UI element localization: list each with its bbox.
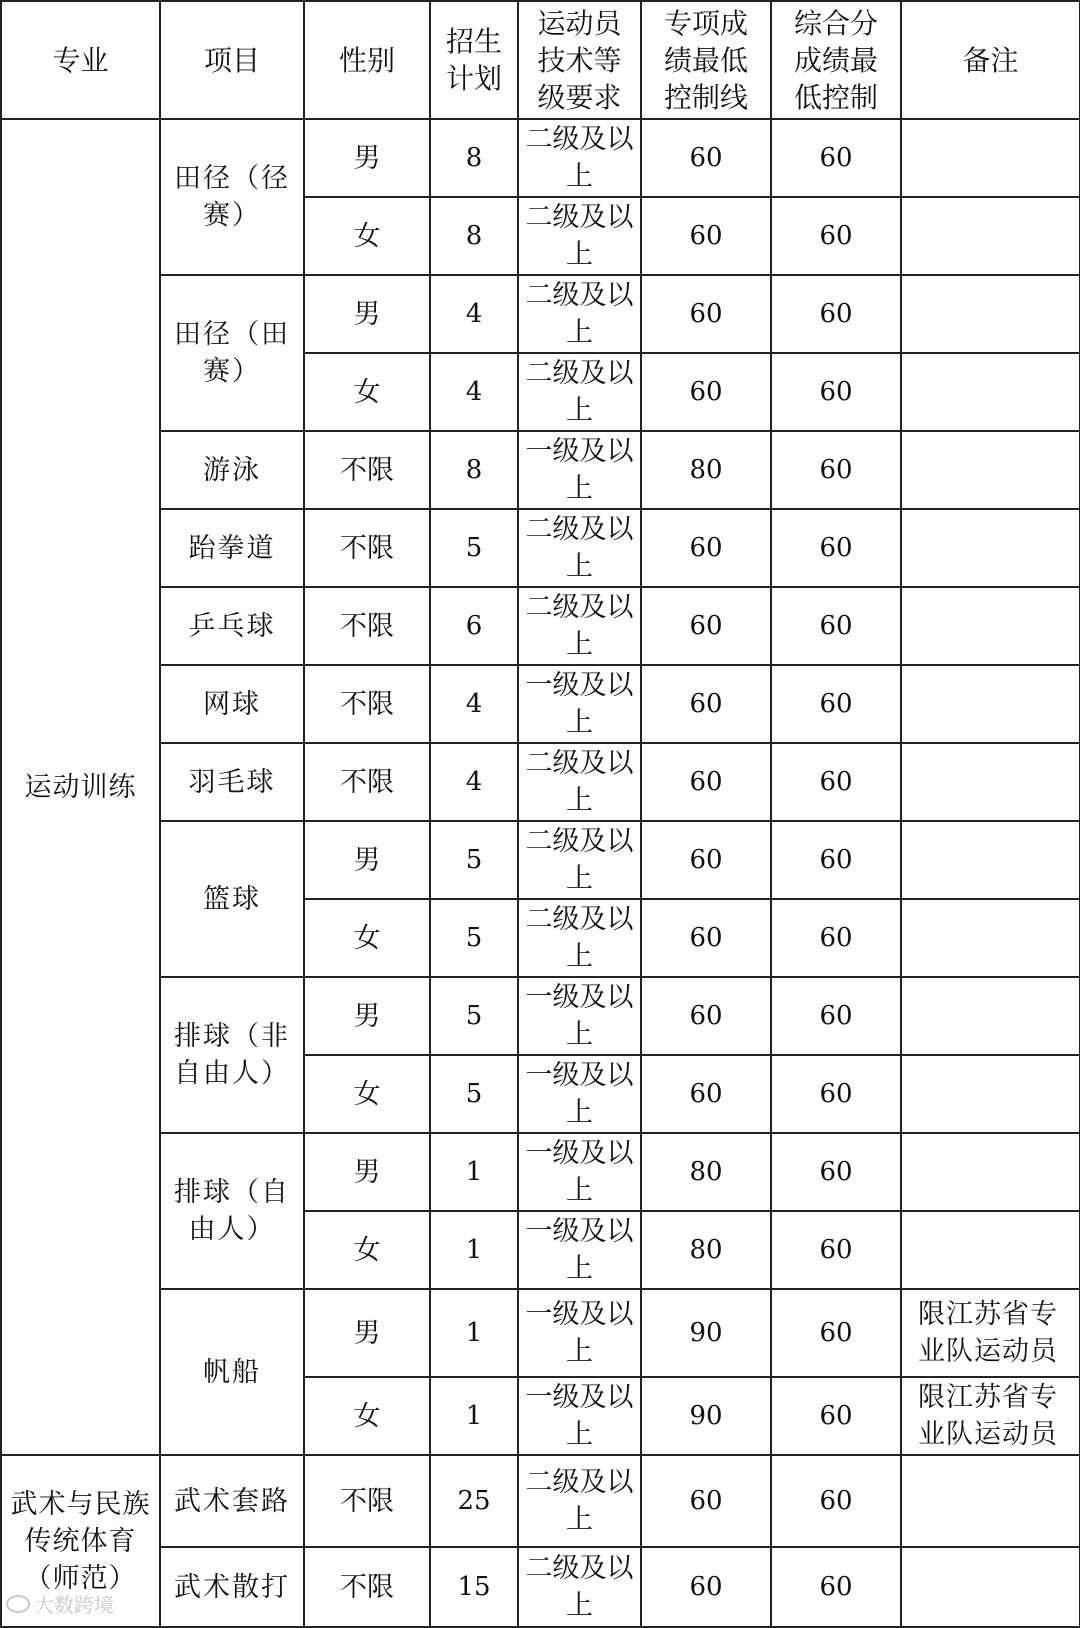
note-cell bbox=[901, 353, 1080, 431]
note-cell bbox=[901, 1133, 1080, 1211]
plan-cell: 1 bbox=[430, 1133, 518, 1211]
plan-cell: 4 bbox=[430, 743, 518, 821]
level-cell: 一级及以上 bbox=[518, 1289, 641, 1377]
level-cell: 二级及以上 bbox=[518, 1547, 641, 1627]
gender-cell: 男 bbox=[304, 977, 430, 1055]
gender-cell: 不限 bbox=[304, 743, 430, 821]
project-cell: 羽毛球 bbox=[160, 743, 304, 821]
table-row bbox=[1, 1547, 1080, 1627]
overall-cell: 60 bbox=[771, 899, 901, 977]
gender-cell: 男 bbox=[304, 1133, 430, 1211]
major-cell: 武术与民族传统体育（师范） bbox=[1, 1455, 160, 1627]
level-cell: 二级及以上 bbox=[518, 821, 641, 899]
header-special: 专项成绩最低控制线 bbox=[641, 1, 771, 119]
project-cell: 篮球 bbox=[160, 821, 304, 977]
note-cell bbox=[901, 1055, 1080, 1133]
table-row bbox=[1, 1455, 1080, 1547]
level-cell: 二级及以上 bbox=[518, 1455, 641, 1547]
overall-cell: 60 bbox=[771, 1377, 901, 1455]
gender-cell: 男 bbox=[304, 275, 430, 353]
gender-cell: 男 bbox=[304, 1289, 430, 1377]
special-cell: 60 bbox=[641, 743, 771, 821]
level-cell: 二级及以上 bbox=[518, 353, 641, 431]
table-row bbox=[1, 119, 1080, 197]
table-row bbox=[1, 587, 1080, 665]
gender-cell: 不限 bbox=[304, 509, 430, 587]
special-cell: 60 bbox=[641, 899, 771, 977]
overall-cell: 60 bbox=[771, 275, 901, 353]
watermark-logo-icon bbox=[6, 1595, 30, 1613]
level-cell: 一级及以上 bbox=[518, 431, 641, 509]
special-cell: 60 bbox=[641, 275, 771, 353]
note-cell: 限江苏省专业队运动员 bbox=[901, 1377, 1080, 1455]
special-cell: 60 bbox=[641, 353, 771, 431]
note-cell bbox=[901, 119, 1080, 197]
overall-cell: 60 bbox=[771, 1455, 901, 1547]
level-cell: 一级及以上 bbox=[518, 1133, 641, 1211]
plan-cell: 4 bbox=[430, 665, 518, 743]
project-cell: 网球 bbox=[160, 665, 304, 743]
overall-cell: 60 bbox=[771, 1133, 901, 1211]
table-row bbox=[1, 665, 1080, 743]
plan-cell: 6 bbox=[430, 587, 518, 665]
gender-cell: 女 bbox=[304, 197, 430, 275]
level-cell bbox=[518, 119, 641, 197]
note-cell bbox=[901, 821, 1080, 899]
note-cell bbox=[901, 665, 1080, 743]
special-cell: 60 bbox=[641, 977, 771, 1055]
plan-cell: 8 bbox=[430, 431, 518, 509]
overall-cell: 60 bbox=[771, 119, 901, 197]
table-row bbox=[1, 509, 1080, 587]
plan-cell: 15 bbox=[430, 1547, 518, 1627]
table-row bbox=[1, 743, 1080, 821]
header-major: 专业 bbox=[1, 1, 160, 119]
overall-cell: 60 bbox=[771, 1211, 901, 1289]
table-row bbox=[1, 821, 1080, 899]
level-cell: 一级及以上 bbox=[518, 977, 641, 1055]
header-level: 运动员技术等级要求 bbox=[518, 1, 641, 119]
level-text: 二级及以上 bbox=[525, 124, 634, 192]
overall-cell: 60 bbox=[771, 197, 901, 275]
special-cell: 80 bbox=[641, 1211, 771, 1289]
special-cell: 80 bbox=[641, 1133, 771, 1211]
gender-cell: 不限 bbox=[304, 587, 430, 665]
level-cell: 二级及以上 bbox=[518, 899, 641, 977]
special-cell: 80 bbox=[641, 431, 771, 509]
project-cell: 帆船 bbox=[160, 1289, 304, 1455]
plan-cell: 5 bbox=[430, 821, 518, 899]
project-cell: 跆拳道 bbox=[160, 509, 304, 587]
gender-cell: 男 bbox=[304, 119, 430, 197]
gender-cell: 女 bbox=[304, 1211, 430, 1289]
overall-cell: 60 bbox=[771, 665, 901, 743]
plan-cell: 1 bbox=[430, 1211, 518, 1289]
plan-cell: 5 bbox=[430, 977, 518, 1055]
note-cell: 限江苏省专业队运动员 bbox=[901, 1289, 1080, 1377]
special-cell: 60 bbox=[641, 665, 771, 743]
note-cell bbox=[901, 587, 1080, 665]
major-cell: 运动训练 bbox=[1, 119, 160, 1455]
note-cell bbox=[901, 1211, 1080, 1289]
project-cell: 排球（自由人） bbox=[160, 1133, 304, 1289]
overall-cell: 60 bbox=[771, 431, 901, 509]
gender-cell: 女 bbox=[304, 1377, 430, 1455]
plan-cell: 1 bbox=[430, 1377, 518, 1455]
overall-cell: 60 bbox=[771, 587, 901, 665]
note-cell bbox=[901, 743, 1080, 821]
plan-cell: 8 bbox=[430, 197, 518, 275]
project-cell: 乒乓球 bbox=[160, 587, 304, 665]
header-row bbox=[1, 1, 1080, 119]
header-note: 备注 bbox=[901, 1, 1080, 119]
plan-cell: 4 bbox=[430, 353, 518, 431]
special-cell: 60 bbox=[641, 587, 771, 665]
watermark-text: 大数跨境 bbox=[34, 1593, 114, 1617]
gender-cell: 女 bbox=[304, 353, 430, 431]
project-cell: 田径（径赛） bbox=[160, 119, 304, 275]
gender-cell: 男 bbox=[304, 821, 430, 899]
project-cell: 武术散打 bbox=[160, 1547, 304, 1627]
table-row bbox=[1, 275, 1080, 353]
special-cell: 60 bbox=[641, 1547, 771, 1627]
header-overall: 综合分成绩最低控制 bbox=[771, 1, 901, 119]
special-cell: 90 bbox=[641, 1289, 771, 1377]
level-cell: 二级及以上 bbox=[518, 197, 641, 275]
project-cell: 田径（田赛） bbox=[160, 275, 304, 431]
level-cell: 二级及以上 bbox=[518, 743, 641, 821]
level-cell: 一级及以上 bbox=[518, 1211, 641, 1289]
table-row bbox=[1, 431, 1080, 509]
note-cell bbox=[901, 1455, 1080, 1547]
level-cell: 二级及以上 bbox=[518, 509, 641, 587]
note-cell bbox=[901, 977, 1080, 1055]
gender-cell: 不限 bbox=[304, 665, 430, 743]
plan-cell: 5 bbox=[430, 899, 518, 977]
note-cell bbox=[901, 275, 1080, 353]
overall-cell: 60 bbox=[771, 509, 901, 587]
overall-cell: 60 bbox=[771, 821, 901, 899]
plan-cell: 25 bbox=[430, 1455, 518, 1547]
special-cell: 60 bbox=[641, 197, 771, 275]
gender-cell: 不限 bbox=[304, 431, 430, 509]
level-cell: 一级及以上 bbox=[518, 1377, 641, 1455]
note-cell bbox=[901, 431, 1080, 509]
level-cell: 二级及以上 bbox=[518, 587, 641, 665]
overall-cell: 60 bbox=[771, 743, 901, 821]
overall-cell: 60 bbox=[771, 1547, 901, 1627]
watermark bbox=[6, 1589, 114, 1618]
special-cell: 60 bbox=[641, 821, 771, 899]
plan-cell: 5 bbox=[430, 1055, 518, 1133]
special-cell: 60 bbox=[641, 1455, 771, 1547]
gender-cell: 不限 bbox=[304, 1455, 430, 1547]
table-row bbox=[1, 977, 1080, 1055]
header-plan: 招生计划 bbox=[430, 1, 518, 119]
special-cell: 60 bbox=[641, 1055, 771, 1133]
level-cell: 二级及以上 bbox=[518, 275, 641, 353]
header-gender: 性别 bbox=[304, 1, 430, 119]
project-cell: 武术套路 bbox=[160, 1455, 304, 1547]
special-cell: 60 bbox=[641, 509, 771, 587]
project-cell: 游泳 bbox=[160, 431, 304, 509]
overall-cell: 60 bbox=[771, 1055, 901, 1133]
table-row bbox=[1, 1289, 1080, 1377]
overall-cell: 60 bbox=[771, 977, 901, 1055]
overall-cell: 60 bbox=[771, 353, 901, 431]
note-cell bbox=[901, 509, 1080, 587]
level-cell: 一级及以上 bbox=[518, 665, 641, 743]
special-cell: 90 bbox=[641, 1377, 771, 1455]
plan-cell: 1 bbox=[430, 1289, 518, 1377]
overall-cell: 60 bbox=[771, 1289, 901, 1377]
gender-cell: 不限 bbox=[304, 1547, 430, 1627]
plan-cell: 8 bbox=[430, 119, 518, 197]
note-cell bbox=[901, 1547, 1080, 1627]
note-cell bbox=[901, 899, 1080, 977]
table-row bbox=[1, 1133, 1080, 1211]
note-cell bbox=[901, 197, 1080, 275]
plan-cell: 4 bbox=[430, 275, 518, 353]
level-cell: 一级及以上 bbox=[518, 1055, 641, 1133]
header-project: 项目 bbox=[160, 1, 304, 119]
gender-cell: 女 bbox=[304, 1055, 430, 1133]
project-cell: 排球（非自由人） bbox=[160, 977, 304, 1133]
plan-cell: 5 bbox=[430, 509, 518, 587]
gender-cell: 女 bbox=[304, 899, 430, 977]
special-cell: 60 bbox=[641, 119, 771, 197]
